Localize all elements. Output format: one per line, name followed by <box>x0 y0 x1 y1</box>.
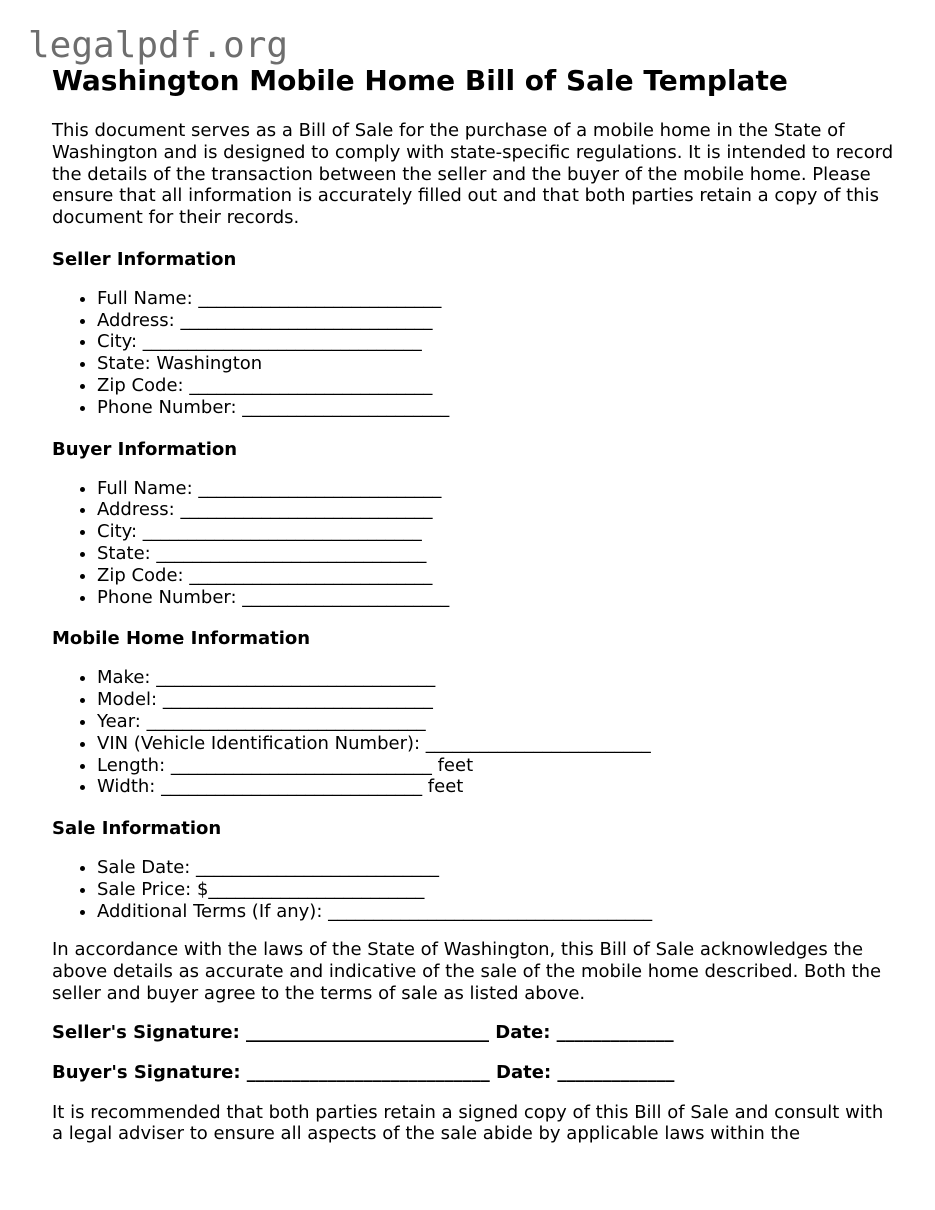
list-item: • Additional Terms (If any): ____________________________________ <box>97 901 897 923</box>
list-item: • State: ______________________________ <box>97 543 897 565</box>
list-item: • Full Name: ___________________________ <box>97 288 897 310</box>
document-page <box>52 64 897 1145</box>
list-item: • VIN (Vehicle Identification Number): _________________________ <box>97 733 897 755</box>
list-item: • Width: _____________________________ feet <box>97 776 897 798</box>
list-item: • Address: ____________________________ <box>97 310 897 332</box>
list-item: • Phone Number: _______________________ <box>97 397 897 419</box>
list-item: • Year: _______________________________ <box>97 711 897 733</box>
mobile-home-heading: Mobile Home Information <box>52 628 311 650</box>
intro-paragraph: This document serves as a Bill of Sale for the purchase of a mobile home in the State of Washington and is designed to comply with state-specific regulations. It is intended to record the details of the transaction between the seller and the buyer of the mobile home. Please ensure that all information is accurately filled out and that both parties retain a copy of this document for their records. <box>52 120 894 228</box>
list-item: • Model: ______________________________ <box>97 689 897 711</box>
mobile-home-field-list <box>52 667 897 798</box>
list-item: • Zip Code: ___________________________ <box>97 565 897 587</box>
watermark-logo: legalpdf.org <box>28 25 289 66</box>
list-item: • Address: ____________________________ <box>97 499 897 521</box>
page-title: Washington Mobile Home Bill of Sale Template <box>52 64 788 97</box>
list-item: • City: _______________________________ <box>97 521 897 543</box>
buyer-field-list <box>52 478 897 609</box>
list-item: • Make: _______________________________ <box>97 667 897 689</box>
seller-signature-line: Seller's Signature: ___________________________ Date: _____________ <box>52 1021 674 1043</box>
sale-field-list <box>52 857 897 922</box>
list-item: • Phone Number: _______________________ <box>97 587 897 609</box>
closing-paragraph: In accordance with the laws of the State of Washington, this Bill of Sale acknowledges the above details as accurate and indicative of the sale of the mobile home described. Both the seller and buyer agree to the terms of sale as listed above. <box>52 939 882 1004</box>
buyer-signature-line: Buyer's Signature: ___________________________ Date: _____________ <box>52 1061 675 1083</box>
list-item: • Sale Price: $________________________ <box>97 879 897 901</box>
list-item: • Full Name: ___________________________ <box>97 478 897 500</box>
sale-heading: Sale Information <box>52 818 222 840</box>
buyer-heading: Buyer Information <box>52 438 238 460</box>
list-item: • Sale Date: ___________________________ <box>97 857 897 879</box>
list-item: • Length: _____________________________ feet <box>97 755 897 777</box>
seller-heading: Seller Information <box>52 248 237 270</box>
final-paragraph: It is recommended that both parties retain a signed copy of this Bill of Sale and consult with a legal adviser to ensure all aspects of the sale abide by applicable laws within the <box>52 1101 884 1145</box>
seller-field-list <box>52 288 897 419</box>
list-item: • State: Washington <box>97 353 897 375</box>
list-item: • Zip Code: ___________________________ <box>97 375 897 397</box>
list-item: • City: _______________________________ <box>97 331 897 353</box>
